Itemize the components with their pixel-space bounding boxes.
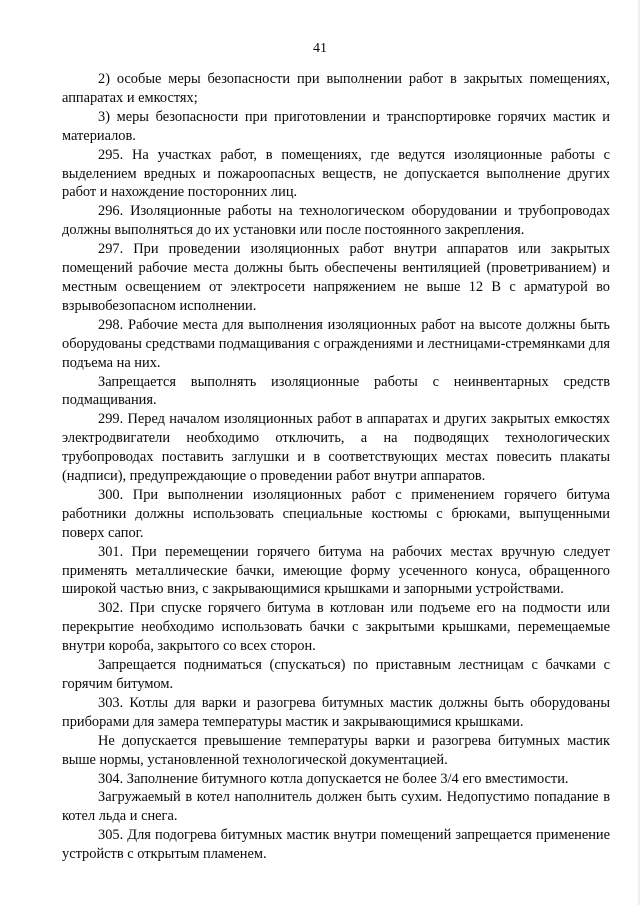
paragraph-301: 301. При перемещении горячего битума на рабочих местах вручную следует применять металлические бачки, имеющие форму усеченного конуса, обращенного широкой частью вниз, с закрывающимися крышками и запорными устройствами. — [62, 543, 610, 598]
paragraph: Не допускается превышение температуры варки и разогрева битумных мастик выше нормы, установленной технологической документацией. — [62, 732, 610, 768]
paragraph: 3) меры безопасности при приготовлении и транспортировке горячих мастик и материалов. — [62, 108, 610, 144]
paragraph-297: 297. При проведении изоляционных работ внутри аппаратов или закрытых помещений рабочие места должны быть обеспечены вентиляцией (проветриванием) и местным освещением от электросети напряжением не выше 12 В с арматурой во взрывобезопасном исполнении. — [62, 241, 610, 314]
paragraph-298: 298. Рабочие места для выполнения изоляционных работ на высоте должны быть оборудованы средствами подмащивания с ограждениями и лестницами-стремянками для подъема на них. — [62, 316, 610, 371]
page-number: 41 — [313, 41, 327, 56]
paragraph-295: 295. На участках работ, в помещениях, где ведутся изоляционные работы с выделением вредных и пожароопасных веществ, не допускается выполнение других работ и нахождение посторонних лиц. — [62, 146, 610, 201]
paragraph: Запрещается выполнять изоляционные работы с неинвентарных средств подмащивания. — [62, 373, 610, 409]
paragraph-304: 304. Заполнение битумного котла допускается не более 3/4 его вместимости. — [98, 770, 569, 787]
paragraph-299: 299. Перед началом изоляционных работ в аппаратах и других закрытых емкостях электродвигатели необходимо отключить, а на подводящих технологических трубопроводах поставить заглушки и в соответствующих местах повесить плакаты (надписи), предупреждающие о проведении работ внутри аппаратов. — [62, 411, 610, 485]
paragraph-302: 302. При спуске горячего битума в котлован или подъеме его на подмости или перекрытие необходимо использовать бачки с закрытыми крышками, перемещаемые внутри короба, закрытого со всех сторон. — [62, 600, 610, 655]
paragraph-296: 296. Изоляционные работы на технологическом оборудовании и трубопроводах должны выполняться до их установки или после постоянного закрепления. — [62, 203, 610, 239]
paragraph-303: 303. Котлы для варки и разогрева битумных мастик должны быть оборудованы приборами для замера температуры мастик и закрывающимися крышками. — [62, 694, 610, 730]
paragraph: Запрещается подниматься (спускаться) по приставным лестницам с бачками с горячим битумом. — [62, 657, 610, 692]
paragraph-300: 300. При выполнении изоляционных работ с применением горячего битума работники должны использовать специальные костюмы с брюками, выпущенными поверх сапог. — [62, 486, 610, 541]
paragraph: 2) особые меры безопасности при выполнении работ в закрытых помещениях, аппаратах и емкостях; — [62, 71, 610, 106]
document-body — [62, 70, 610, 864]
paragraph: Загружаемый в котел наполнитель должен быть сухим. Недопустимо попадание в котел льда и снега. — [62, 789, 610, 825]
paragraph-305: 305. Для подогрева битумных мастик внутри помещений запрещается применение устройств с открытым пламенем. — [62, 827, 610, 863]
